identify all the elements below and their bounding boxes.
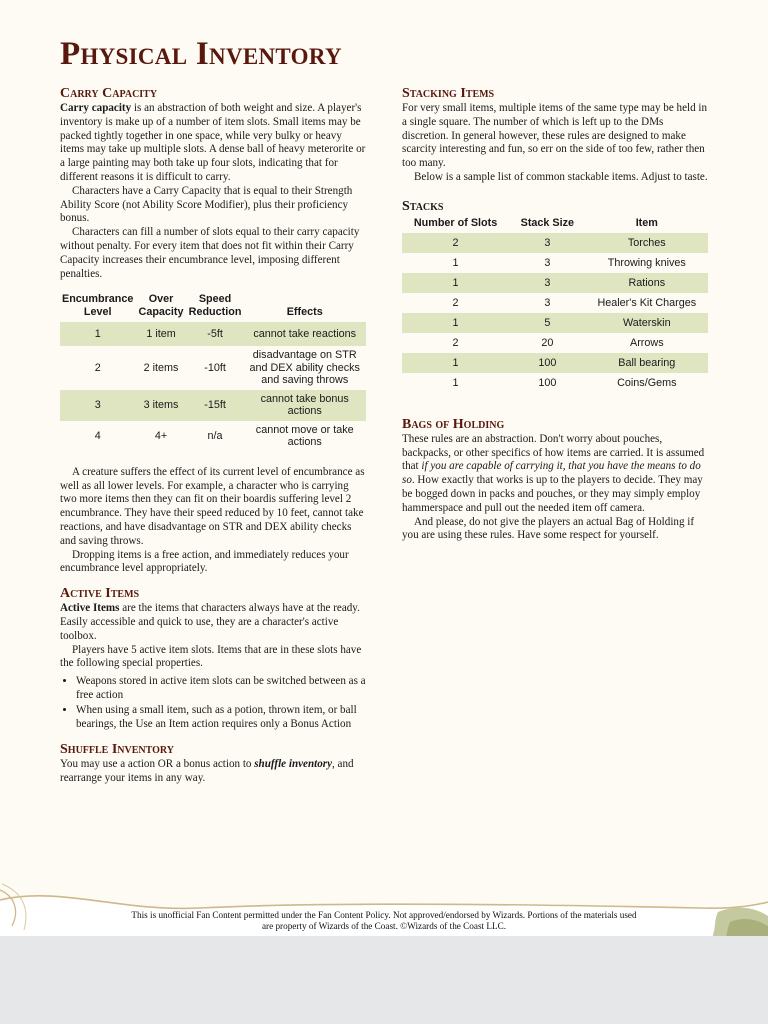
table-cell: 2 (402, 233, 509, 253)
table-cell: Coins/Gems (617, 376, 677, 389)
active-items-slots: Players have 5 active item slots. Items that are in these slots have the following special properties. (60, 643, 362, 670)
table-cell: Ball bearing (586, 353, 708, 373)
table-cell: cannot move or take actions (255, 423, 354, 449)
table-cell: Arrows (630, 336, 664, 349)
stacks-header-size: Stack Size (520, 216, 575, 229)
table-cell: Rations (586, 273, 708, 293)
table-cell: 1 (60, 322, 135, 346)
bags-text-post: . How exactly that works is up to the players to decide. They may be bogged down in packs and pouches, or they may simply employ hammerspace and pull out the needed item off camera. (402, 474, 703, 514)
table-row (402, 273, 708, 293)
legal-footer (0, 910, 768, 932)
shuffle-text-post: , and rearrange your items in any way. (60, 758, 354, 785)
stacking-sample-text: Below is a sample list of common stackable items. Adjust to taste. (414, 170, 708, 183)
table-cell: 2 (94, 361, 101, 374)
carry-capacity-heading: Carry Capacity (60, 86, 158, 101)
table-cell: 1 (402, 353, 509, 373)
bags-of-holding-text (402, 433, 708, 516)
table-row (60, 322, 366, 346)
table-row (402, 313, 708, 333)
table-cell: Waterskin (586, 313, 708, 333)
table-row (402, 373, 708, 393)
table-cell: 20 (541, 336, 554, 349)
list-item: • When using a small item, such as a potion, thrown item, or ball bearings, the Use an Item action requires only a Bonus Action (76, 704, 366, 732)
stacks-header-item: Item (635, 216, 658, 229)
dropping-items-text: Dropping items is a free action, and immediately reduces your encumbrance level appropriately. (60, 548, 349, 575)
stacks-header-slots: Number of Slots (413, 216, 498, 229)
table-cell: 3 (509, 233, 586, 253)
table-cell: 4+ (154, 430, 168, 443)
table-cell: cannot take bonus actions (243, 390, 366, 421)
left-column (60, 86, 366, 786)
table-row (60, 421, 366, 452)
table-row (402, 233, 708, 253)
table-cell: 5 (509, 313, 586, 333)
bags-of-holding-heading: Bags of Holding (402, 416, 505, 432)
active-items-list (60, 675, 366, 731)
table-cell: -5ft (187, 322, 244, 346)
shuffle-inventory-heading: Shuffle Inventory (60, 742, 174, 758)
carry-capacity-intro-text: is an abstraction of both weight and size. A player's inventory is make up of a number of item slots. Small items may be packed tightly together in one space, while very bulky or heavy items may take up multiple slots. A dense ball of heavy meterorite or a large painting may both take up four slots, indicating that for different reasons it is difficult to carry. (60, 102, 366, 183)
encumbrance-example: A creature suffers the effect of its current level of encumbrance as well as all lower levels. For example, a character who is carrying two more items then they can fit on their boardis suffering level 2 encumbrance. They have their speed reduced by 10 feet, cannot take reactions, and have disadvantage on STR and DEX ability checks and saving throws. (60, 465, 365, 547)
right-column (402, 86, 708, 543)
table-cell: cannot take reactions (243, 322, 366, 346)
table-row (402, 293, 708, 313)
table-cell: Throwing knives (607, 256, 686, 269)
page-title: Physical Inventory (60, 36, 342, 72)
encumbrance-table (60, 291, 366, 452)
active-items-term: Active Items (60, 602, 120, 615)
table-cell: -15ft (187, 390, 244, 421)
carry-capacity-rule: Characters have a Carry Capacity that is equal to their Strength Ability Score (not Ability Score Modifier), plus their proficiency bonus. (60, 184, 353, 225)
active-items-heading: Active Items (60, 586, 140, 602)
active-items-intro (60, 602, 366, 643)
table-cell: 1 (402, 273, 509, 293)
legal-footer-line-2: are property of Wizards of the Coast. ©Wizards of the Coast LLC. (261, 921, 507, 931)
table-cell: 100 (538, 376, 557, 389)
carry-capacity-intro (60, 102, 366, 185)
table-cell: Torches (586, 233, 708, 253)
table-cell: 3 (60, 390, 135, 421)
table-cell: n/a (207, 430, 223, 443)
enc-header-level: Encumbrance Level (62, 293, 134, 319)
table-cell: 2 items (143, 361, 179, 374)
carry-capacity-penalty: Characters can fill a number of slots equal to their carry capacity without penalty. For every item that does not fit within their Carry Capacity increases their encumbrance level, imposing different penalties. (60, 226, 360, 280)
list-item: • Weapons stored in active item slots can be switched between as a free action (76, 675, 366, 703)
enc-header-over: Over Capacity (138, 293, 184, 319)
table-row (60, 390, 366, 421)
table-row (402, 333, 708, 353)
stacking-items-text: For very small items, multiple items of the same type may be held in a single square. The number of which is left up to the DMs discretion. In general however, these rules are designed to make scarcity interesting and fun, so err on the side of too few, rather then too many. (402, 102, 708, 170)
table-cell: 1 item (135, 322, 186, 346)
shuffle-inventory-term: shuffle inventory (254, 758, 332, 771)
table-row (60, 346, 366, 390)
table-cell: 3 (509, 273, 586, 293)
table-cell: 2 (452, 296, 459, 309)
stacks-table-title: Stacks (402, 198, 444, 214)
table-cell: 1 (452, 256, 459, 269)
table-cell: 3 (544, 296, 551, 309)
enc-header-effects: Effects (286, 306, 323, 319)
table-row (402, 253, 708, 273)
table-cell: 2 (452, 336, 459, 349)
table-cell: 1 (402, 313, 509, 333)
shuffle-inventory-text (60, 758, 366, 786)
legal-footer-line-1: This is unofficial Fan Content permitted under the Fan Content Policy. Not approved/endorsed by Wizards. Portions of the materials used (131, 910, 637, 920)
table-cell: disadvantage on STR and DEX ability checks and saving throws (249, 349, 360, 387)
bags-text-pre: These rules are an abstraction. Don't worry about pouches, backpacks, or other specifics of how items are carried. It is assumed that (402, 432, 705, 473)
shuffle-text-pre: You may use a action OR a bonus action to (60, 758, 255, 771)
table-row (402, 353, 708, 373)
table-cell: 100 (509, 353, 586, 373)
bags-text-emphasis: if you are capable of carrying it, that you have the means to do so (402, 460, 701, 487)
table-cell: Healer's Kit Charges (597, 296, 697, 309)
stacks-table (402, 215, 708, 393)
table-cell: 4 (94, 430, 101, 443)
carry-capacity-term: Carry capacity (60, 102, 132, 114)
table-cell: 3 items (135, 390, 186, 421)
stacking-items-heading: Stacking Items (402, 86, 495, 101)
table-cell: 1 (452, 376, 459, 389)
table-cell: -10ft (204, 361, 226, 374)
enc-header-speed: Speed Reduction (188, 293, 242, 319)
bags-of-holding-warning: And please, do not give the players an actual Bag of Holding if you are using these rules. Have some respect for yourself. (402, 515, 695, 542)
active-items-intro-text: are the items that characters always have at the ready. Easily accessible and quick to use, they are a character's active toolbox. (60, 602, 360, 642)
table-cell: 3 (544, 256, 551, 269)
